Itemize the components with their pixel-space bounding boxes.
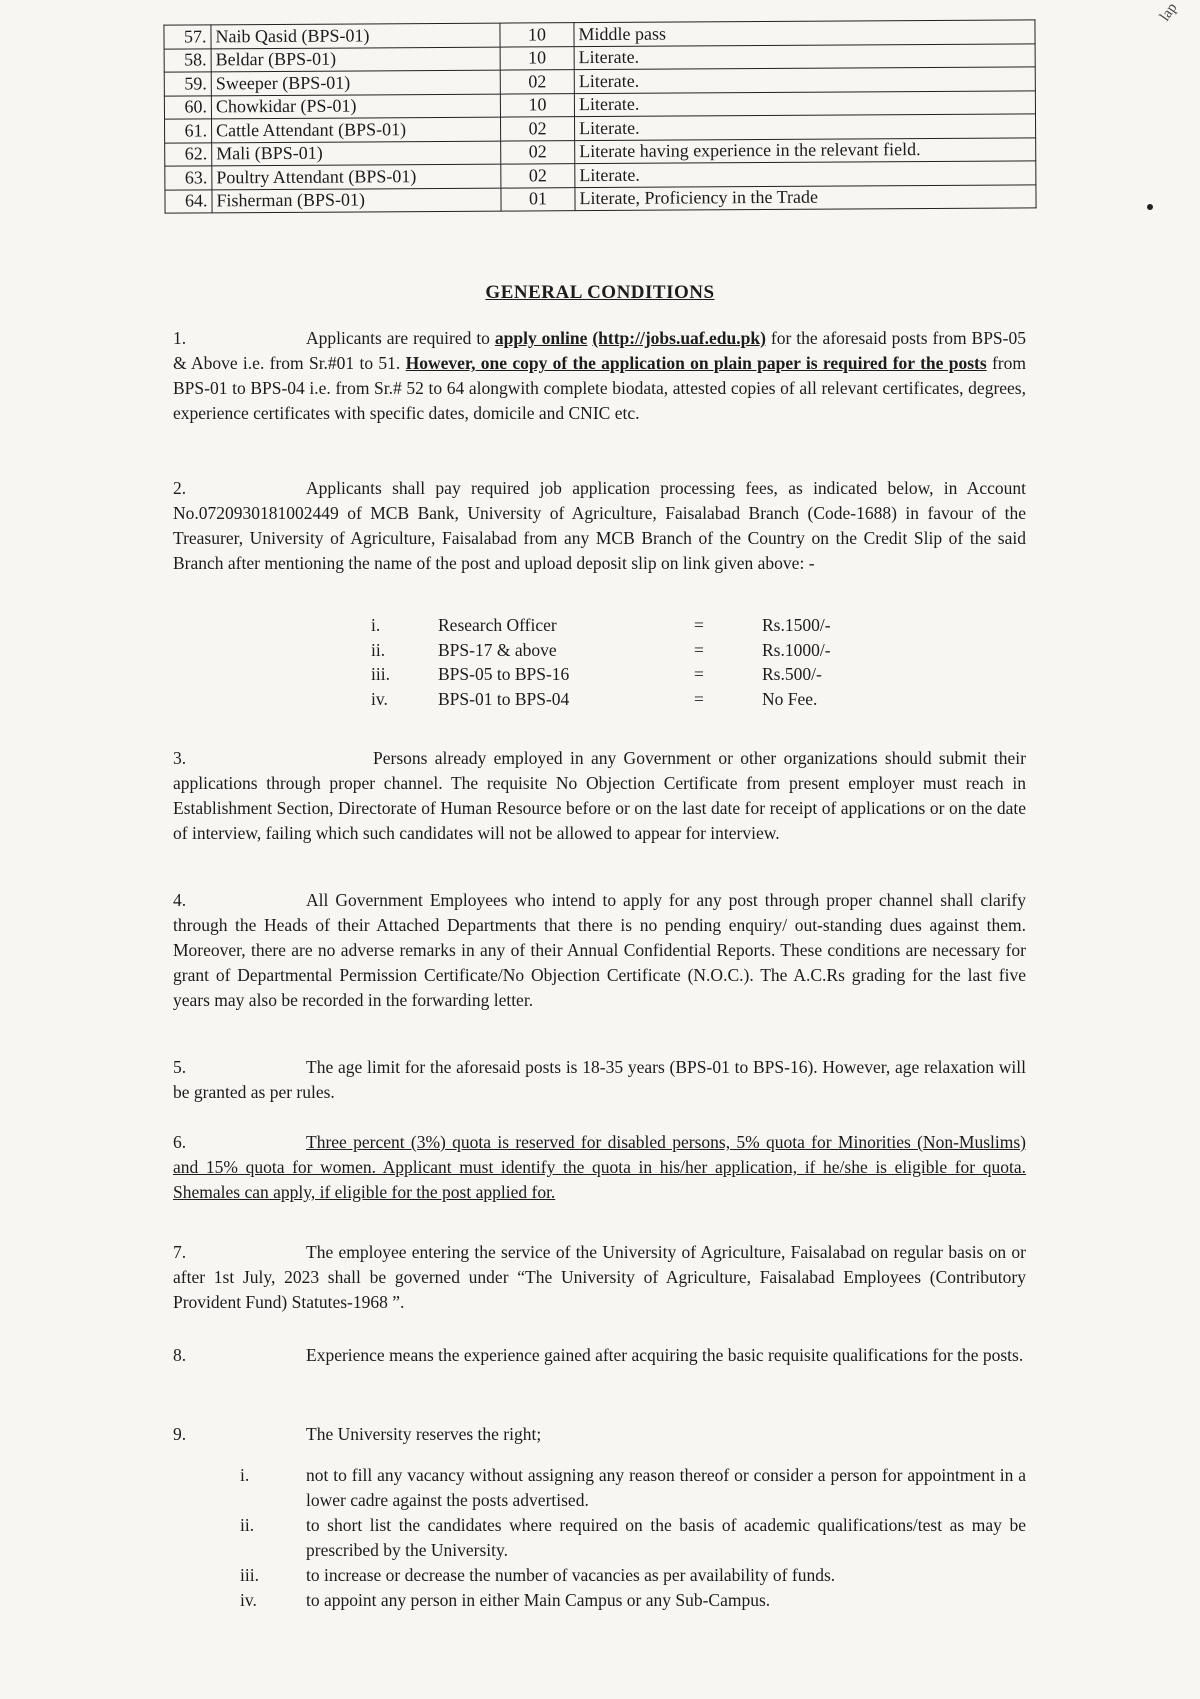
condition-5 [173, 1055, 1026, 1105]
condition-8 [173, 1343, 1026, 1368]
fee-equals: = [694, 639, 704, 660]
fee-amount: Rs.1000/- [762, 639, 831, 660]
list-numeral: iv. [240, 1590, 257, 1610]
condition-text: Applicants are required to [306, 328, 495, 348]
post-cell: Cattle Attendant (BPS-01) [212, 117, 501, 142]
qualification-cell: Literate. [574, 67, 1035, 93]
post-cell: Mali (BPS-01) [212, 141, 501, 166]
serial-cell: 62. [165, 142, 212, 166]
fee-amount: Rs.500/- [762, 664, 822, 684]
count-cell: 10 [500, 23, 574, 47]
list-item [240, 1588, 1026, 1613]
condition-number: 7. [173, 1242, 187, 1262]
fee-numeral: iii. [371, 664, 390, 684]
fee-category: BPS-17 & above [438, 639, 557, 660]
condition-6 [173, 1130, 1026, 1205]
condition-9 [173, 1422, 1026, 1447]
count-cell: 10 [500, 93, 574, 117]
fee-row [371, 638, 891, 663]
serial-cell: 63. [165, 166, 212, 190]
list-text: to short list the candidates where required on the basis of academic qualifications/test as may be prescribed by the University. [306, 1515, 1026, 1560]
apply-online-text: apply online [494, 328, 588, 348]
count-cell: 02 [501, 164, 575, 188]
general-conditions-heading: GENERAL CONDITIONS [485, 282, 715, 303]
condition-text: The age limit for the aforesaid posts is 18-35 years (BPS-01 to BPS-16). However, age relaxation will be granted as per rules. [173, 1057, 1026, 1102]
fee-row [371, 613, 891, 638]
count-cell: 02 [500, 70, 574, 94]
qualification-cell: Middle pass [574, 20, 1035, 46]
condition-text: Experience means the experience gained after acquiring the basic requisite qualifications for the posts. [306, 1345, 1024, 1365]
condition-number: 6. [173, 1132, 187, 1152]
condition-text: from BPS-01 to BPS-04 i.e. from Sr.# 52 to 64 alongwith complete biodata, attested copies of all relevant certificates, degrees, experience certificates with specific dates, domicile and CNIC etc. [173, 353, 1026, 423]
condition-number: 3. [173, 748, 187, 768]
serial-cell: 60. [164, 95, 211, 119]
condition-number: 1. [173, 328, 187, 348]
count-cell: 01 [501, 187, 575, 211]
count-cell: 10 [500, 46, 574, 70]
university-rights-list [240, 1463, 1026, 1613]
post-cell: Poultry Attendant (BPS-01) [212, 164, 501, 189]
list-text: to appoint any person in either Main Campus or any Sub-Campus. [306, 1590, 771, 1610]
serial-cell: 64. [165, 189, 212, 213]
margin-dot [1147, 204, 1153, 210]
list-numeral: ii. [240, 1515, 255, 1535]
condition-text: Persons already employed in any Government or other organizations should submit their applications through proper channel. The requisite No Objection Certificate from present employer must reach in Establishment Section, Directorate of Human Resource before or on the last date for receipt of applications or on the date of interview, failing which such candidates will not be allowed to appear for interview. [173, 748, 1026, 843]
condition-3 [173, 746, 1026, 846]
count-cell: 02 [501, 117, 575, 141]
fee-list [371, 613, 891, 711]
qualification-cell: Literate. [574, 90, 1035, 116]
qualification-cell: Literate. [574, 43, 1035, 69]
serial-cell: 57. [164, 25, 211, 49]
post-cell: Beldar (BPS-01) [211, 47, 500, 72]
condition-number: 2. [173, 478, 187, 498]
condition-text: All Government Employees who intend to apply for any post through proper channel shall clarify through the Heads of their Attached Departments that there is no pending enquiry/ out-standing dues against them. Moreover, there are no adverse remarks in any of their Annual Confidential Reports. These conditions are necessary for grant of Departmental Permission Certificate/No Objection Certificate (N.O.C.). The A.C.Rs grading for the last five years may also be recorded in the forwarding letter. [173, 890, 1026, 1010]
condition-1 [173, 326, 1026, 426]
fee-numeral: i. [371, 615, 381, 635]
condition-2 [173, 476, 1026, 576]
fee-numeral: iv. [371, 688, 388, 709]
fee-amount: Rs.1500/- [762, 615, 831, 635]
condition-text: Applicants shall pay required job application processing fees, as indicated below, in Account No.0720930181002449 of MCB Bank, University of Agriculture, Faisalabad Branch (Code-1688) in favour of the Treasurer, University of Agriculture, Faisalabad from any MCB Branch of the Country on the Credit Slip of the said Branch after mentioning the name of the post and upload deposit slip on link given above: - [173, 478, 1026, 573]
condition-text: Three percent (3%) quota is reserved for disabled persons, 5% quota for Minorities (Non-Muslims) and 15% quota for women. Applicant must identify the quota in his/her application, if he/she is eligible for quota. Shemales can apply, if eligible for the post applied for. [173, 1132, 1026, 1202]
list-text: to increase or decrease the number of vacancies as per availability of funds. [306, 1565, 836, 1585]
list-numeral: iii. [240, 1565, 259, 1585]
condition-7 [173, 1240, 1026, 1315]
condition-number: 8. [173, 1345, 187, 1365]
corner-mark: lap [1156, 0, 1181, 25]
plain-paper-note: However, one copy of the application on plain paper is required for the posts [405, 353, 987, 373]
jobs-portal-link[interactable]: (http://jobs.uaf.edu.pk) [592, 328, 766, 348]
fee-row [371, 662, 891, 687]
post-cell: Fisherman (BPS-01) [212, 188, 501, 213]
list-text: not to fill any vacancy without assigning any reason thereof or consider a person for appointment in a lower cadre against the posts advertised. [306, 1465, 1026, 1510]
condition-number: 4. [173, 890, 187, 910]
qualification-cell: Literate having experience in the relevant field. [575, 137, 1036, 163]
list-item [240, 1463, 1026, 1513]
post-cell: Sweeper (BPS-01) [211, 70, 500, 95]
count-cell: 02 [501, 140, 575, 164]
fee-equals: = [694, 664, 704, 684]
fee-numeral: ii. [371, 639, 386, 660]
condition-number: 9. [173, 1424, 187, 1444]
condition-number: 5. [173, 1057, 187, 1077]
fee-equals: = [694, 688, 704, 709]
post-cell: Naib Qasid (BPS-01) [211, 23, 500, 48]
fee-category: BPS-05 to BPS-16 [438, 664, 570, 684]
list-item [240, 1563, 1026, 1588]
qualification-cell: Literate. [575, 161, 1036, 187]
serial-cell: 61. [165, 119, 212, 143]
serial-cell: 59. [164, 72, 211, 96]
fee-equals: = [694, 615, 704, 635]
fee-category: Research Officer [438, 615, 557, 635]
fee-amount: No Fee. [762, 688, 818, 709]
qualification-cell: Literate, Proficiency in the Trade [575, 184, 1036, 210]
condition-text: for the aforesaid posts from BPS-05 & Above i.e. from Sr.#01 to 51. [173, 328, 1026, 373]
post-cell: Chowkidar (PS-01) [211, 94, 500, 119]
condition-text: The University reserves the right; [306, 1424, 542, 1444]
fee-row [371, 687, 891, 712]
serial-cell: 58. [164, 48, 211, 72]
list-item [240, 1513, 1026, 1563]
list-numeral: i. [240, 1465, 250, 1485]
table-row [165, 184, 1036, 213]
condition-4 [173, 888, 1026, 1013]
posts-table [163, 19, 1036, 213]
qualification-cell: Literate. [575, 114, 1036, 140]
condition-text: The employee entering the service of the University of Agriculture, Faisalabad on regular basis on or after 1st July, 2023 shall be governed under “The University of Agriculture, Faisalabad Employees (Contributory Provident Fund) Statutes-1968 ”. [173, 1242, 1026, 1312]
fee-category: BPS-01 to BPS-04 [438, 688, 570, 709]
